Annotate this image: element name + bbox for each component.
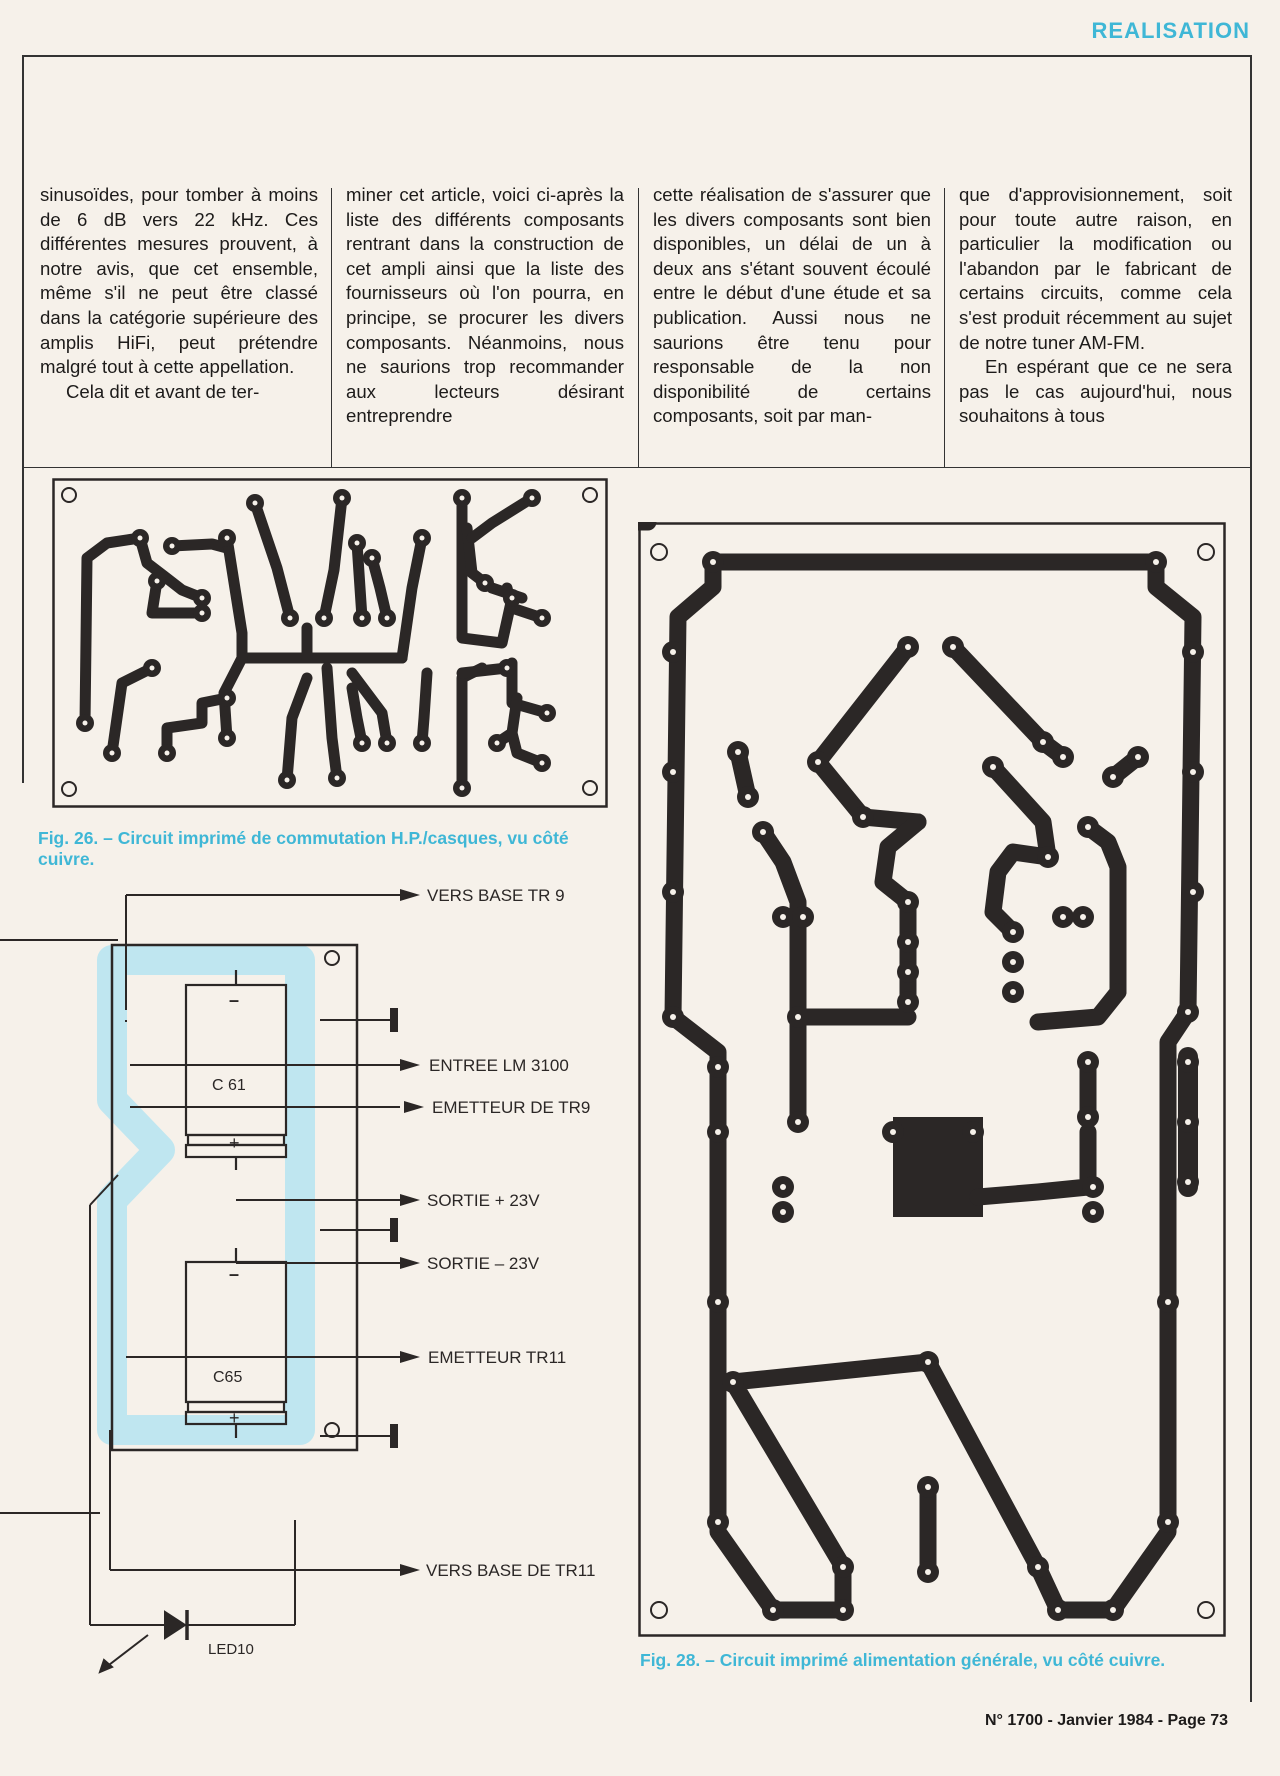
text-column-3 bbox=[653, 183, 931, 429]
paragraph: sinusoïdes, pour tomber à moins de 6 dB vers 22 kHz. Ces différentes mesures prouvent, à notre avis, que cet ensemble, même s'il ne peut être classé dans la catégorie supérieure des amplis HiFi, peut prétendre malgré tout à cette appellation. bbox=[40, 184, 318, 378]
label-emetteur-tr9: EMETTEUR DE TR9 bbox=[432, 1098, 591, 1117]
text-column-4 bbox=[959, 183, 1232, 429]
led-label: LED10 bbox=[208, 1641, 254, 1658]
paragraph: cette réalisation de s'assurer que les divers composants sont bien disponibles, un délai de un à deux ans s'étant souvent écoulé entre le début d'une étude et sa publication. Aussi nous ne saurions être tenu pour responsable de la non disponibilité de certains composants, soit par man- bbox=[653, 184, 931, 427]
page-footer: N° 1700 - Janvier 1984 - Page 73 bbox=[985, 1712, 1228, 1729]
c65-minus: – bbox=[229, 1264, 240, 1284]
label-sortie-plus23: SORTIE + 23V bbox=[427, 1191, 540, 1210]
text-column-2 bbox=[346, 183, 624, 429]
paragraph: En espérant que ce ne sera pas le cas aujourd'hui, nous souhaitons à tous bbox=[959, 356, 1232, 427]
label-vers-base-tr9: VERS BASE TR 9 bbox=[427, 886, 565, 905]
text-column-1 bbox=[40, 183, 318, 404]
section-label: REALISATION bbox=[1091, 18, 1250, 43]
c65-plus: + bbox=[229, 1408, 240, 1428]
c61-plus: + bbox=[229, 1133, 240, 1153]
label-entree-lm3100: ENTREE LM 3100 bbox=[429, 1056, 569, 1075]
frame-left-rule bbox=[22, 55, 24, 783]
fig28-caption: Fig. 28. – Circuit imprimé alimentation générale, vu côté cuivre. bbox=[640, 1650, 1166, 1670]
label-emetteur-tr11: EMETTEUR TR11 bbox=[428, 1348, 567, 1367]
column-divider bbox=[638, 188, 639, 468]
c61-label: C 61 bbox=[212, 1077, 246, 1094]
text-bottom-rule bbox=[22, 467, 1250, 468]
column-divider bbox=[944, 188, 945, 468]
fig27-layout bbox=[0, 870, 640, 1690]
column-divider bbox=[331, 188, 332, 468]
fig28-pcb bbox=[638, 522, 1226, 1637]
fig26-caption: Fig. 26. – Circuit imprimé de commutation H.P./casques, vu côté cuivre. bbox=[38, 828, 569, 869]
paragraph: que d'approvisionnement, soit pour toute autre raison, en particulier la modification ou l'abandon par le fabricant de certains circuits, comme cela s'est produit récemment au sujet de notre tuner AM-FM. bbox=[959, 184, 1232, 353]
paragraph: Cela dit et avant de ter- bbox=[66, 380, 260, 402]
c65-label: C65 bbox=[213, 1369, 243, 1386]
label-sortie-minus23: SORTIE – 23V bbox=[427, 1254, 540, 1273]
fig26-pcb bbox=[52, 478, 608, 808]
label-vers-base-tr11: VERS BASE DE TR11 bbox=[426, 1561, 596, 1580]
c61-minus: – bbox=[229, 990, 240, 1010]
paragraph: miner cet article, voici ci-après la liste des différents composants rentrant dans la construction de cet ampli ainsi que la liste des fournisseurs où l'on pourra, en principe, se procurer les divers composants. Néanmoins, nous ne saurions trop recommander aux lecteurs désirant entreprendre bbox=[346, 184, 624, 427]
